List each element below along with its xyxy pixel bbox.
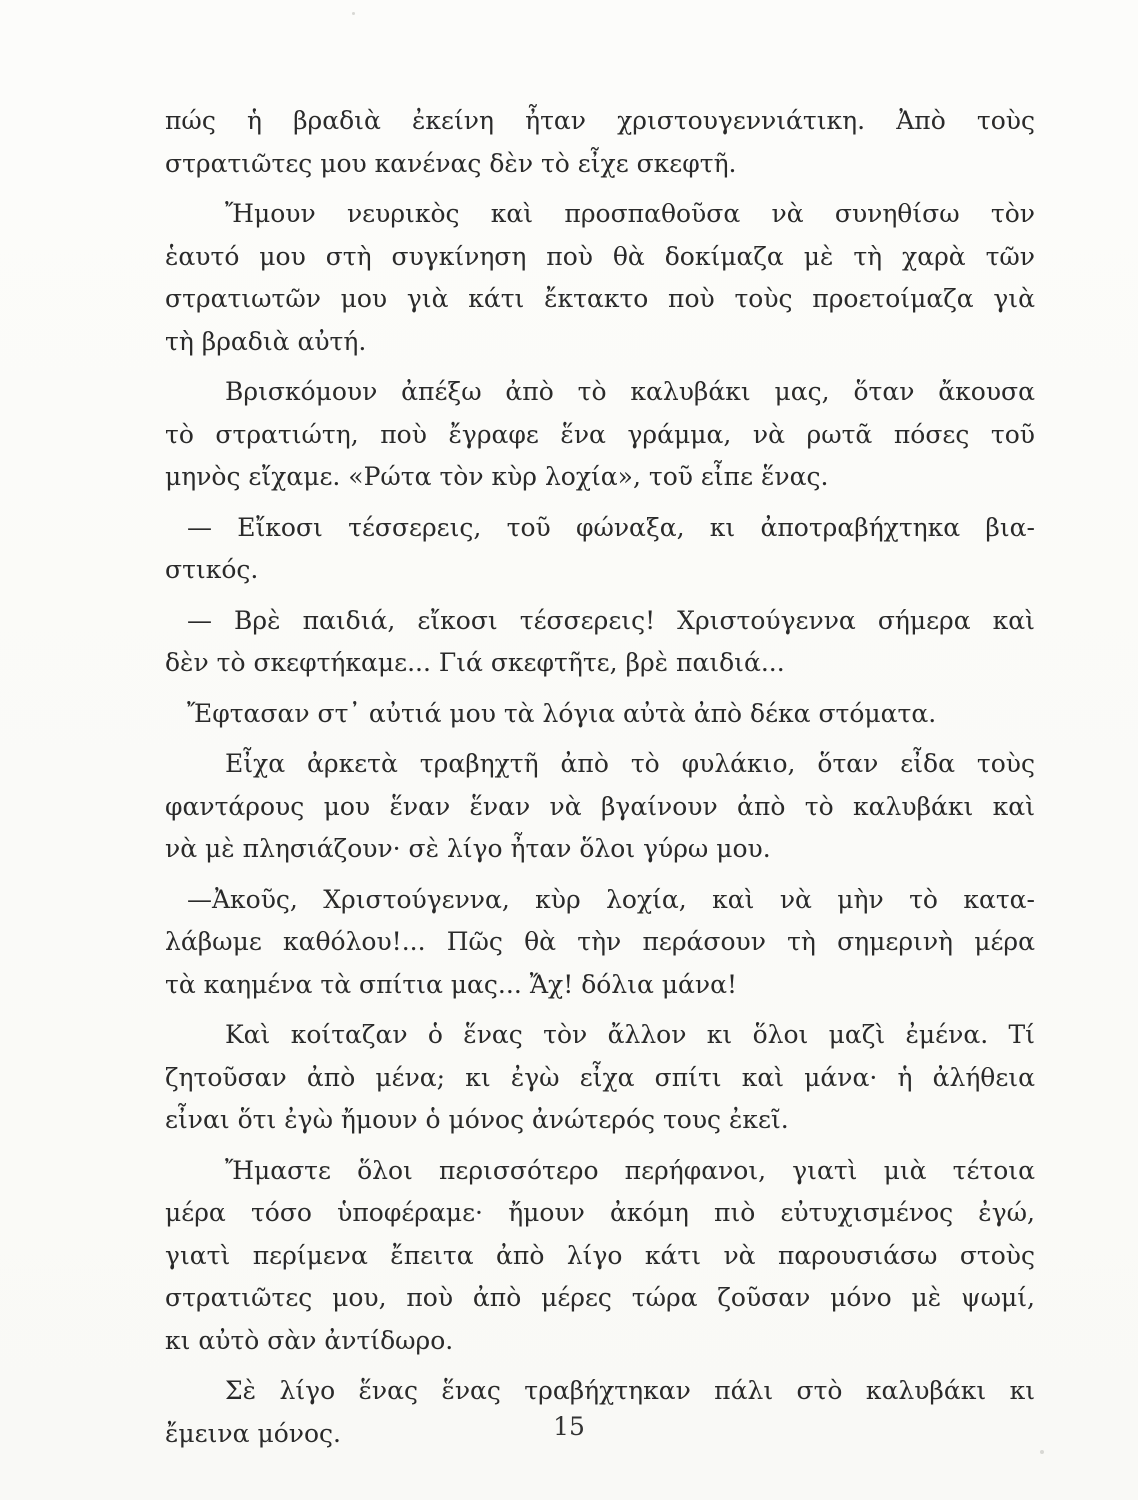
- text-line: στρατιῶτες μου κανένας δὲν τὸ εἶχε σκεφτῆ.: [165, 148, 737, 178]
- text-line: Σὲ λίγο ἕνας ἕνας τραβήχτηκαν πάλι στὸ καλυβάκι κι: [225, 1376, 1035, 1405]
- text-line: — Βρὲ παιδιά, εἴκοσι τέσσερεις! Χριστούγεννα σήμερα καὶ: [187, 605, 1035, 635]
- text-line: — Εἴκοσι τέσσερεις, τοῦ φώναξα, κι ἀποτραβήχτηκα βια-: [187, 512, 1035, 542]
- text-line: νὰ μὲ πλησιάζουν· σὲ λίγο ἦταν ὅλοι γύρω μου.: [165, 834, 771, 863]
- text-line: δὲν τὸ σκεφτήκαμε... Γιά σκεφτῆτε, βρὲ παιδιά...: [165, 648, 785, 677]
- text-line: τὰ καημένα τὰ σπίτια μας... Ἄχ! δόλια μάνα!: [165, 969, 738, 999]
- text-line: Ἔφτασαν στ᾿ αὐτιά μου τὰ λόγια αὐτὰ ἀπὸ δέκα στόματα.: [187, 698, 937, 728]
- page-number: 15: [553, 1412, 585, 1441]
- paragraph: [165, 743, 1035, 871]
- body-text: [165, 100, 1035, 1463]
- text-line: λάβωμε καθόλου!... Πῶς θὰ τὴν περάσουν τὴ σημερινὴ μέρα: [165, 927, 1035, 956]
- paragraph: [165, 193, 1035, 363]
- paragraph: [165, 600, 1035, 685]
- text-line: Ἤμουν νευρικὸς καὶ προσπαθοῦσα νὰ συνηθίσω τὸν: [225, 199, 1035, 228]
- text-line: —Ἀκοῦς, Χριστούγεννα, κὺρ λοχία, καὶ νὰ μὴν τὸ κατα-: [187, 884, 1035, 914]
- paragraph: [165, 879, 1035, 1007]
- paragraph: [165, 1014, 1035, 1142]
- paper-speck: [1040, 1450, 1044, 1454]
- text-line: ἑαυτό μου στὴ συγκίνηση ποὺ θὰ δοκίμαζα μὲ τὴ χαρὰ τῶν: [165, 241, 1035, 271]
- text-line: Βρισκόμουν ἀπέξω ἀπὸ τὸ καλυβάκι μας, ὅταν ἄκουσα: [225, 377, 1035, 406]
- text-line: τὸ στρατιώτη, ποὺ ἔγραφε ἕνα γράμμα, νὰ ρωτᾶ πόσες τοῦ: [165, 419, 1035, 449]
- text-line: στρατιωτῶν μου γιὰ κάτι ἔκτακτο ποὺ τοὺς προετοίμαζα γιὰ: [165, 284, 1035, 313]
- text-line: μηνὸς εἴχαμε. «Ρώτα τὸν κὺρ λοχία», τοῦ εἶπε ἕνας.: [165, 462, 829, 491]
- paragraph: [165, 507, 1035, 592]
- paragraph: [165, 1150, 1035, 1363]
- paragraph: [165, 371, 1035, 499]
- paper-speck: [352, 12, 355, 15]
- text-line: Καὶ κοίταζαν ὁ ἕνας τὸν ἄλλον κι ὅλοι μαζὶ ἐμένα. Τί: [225, 1020, 1035, 1049]
- text-line: ζητοῦσαν ἀπὸ μένα; κι ἐγὼ εἶχα σπίτι καὶ μάνα· ἡ ἀλήθεια: [165, 1062, 1035, 1092]
- text-line: μέρα τόσο ὑποφέραμε· ἤμουν ἀκόμη πιὸ εὐτυχισμένος ἐγώ,: [165, 1198, 1035, 1227]
- text-line: Ἤμαστε ὅλοι περισσότερο περήφανοι, γιατὶ μιὰ τέτοια: [225, 1155, 1035, 1185]
- paragraph: [165, 100, 1035, 185]
- text-line: στρατιῶτες μου, ποὺ ἀπὸ μέρες τώρα ζοῦσαν μόνο μὲ ψωμί,: [165, 1283, 1035, 1312]
- text-line: πώς ἡ βραδιὰ ἐκείνη ἦταν χριστουγεννιάτικη. Ἀπὸ τοὺς: [165, 106, 1035, 135]
- text-line: εἶναι ὅτι ἐγὼ ἤμουν ὁ μόνος ἀνώτερός τους ἐκεῖ.: [165, 1105, 789, 1134]
- text-line: γιατὶ περίμενα ἔπειτα ἀπὸ λίγο κάτι νὰ παρουσιάσω στοὺς: [165, 1240, 1035, 1270]
- text-line: ἔμεινα μόνος.: [165, 1418, 341, 1448]
- text-line: φαντάρους μου ἕναν ἕναν νὰ βγαίνουν ἀπὸ τὸ καλυβάκι καὶ: [165, 791, 1035, 821]
- text-line: κι αὐτὸ σὰν ἀντίδωρο.: [165, 1325, 454, 1355]
- paragraph: [165, 693, 1035, 736]
- text-line: Εἶχα ἀρκετὰ τραβηχτῆ ἀπὸ τὸ φυλάκιο, ὅταν εἶδα τοὺς: [225, 749, 1035, 778]
- text-line: τὴ βραδιὰ αὐτή.: [165, 326, 367, 356]
- text-line: στικός.: [165, 555, 259, 584]
